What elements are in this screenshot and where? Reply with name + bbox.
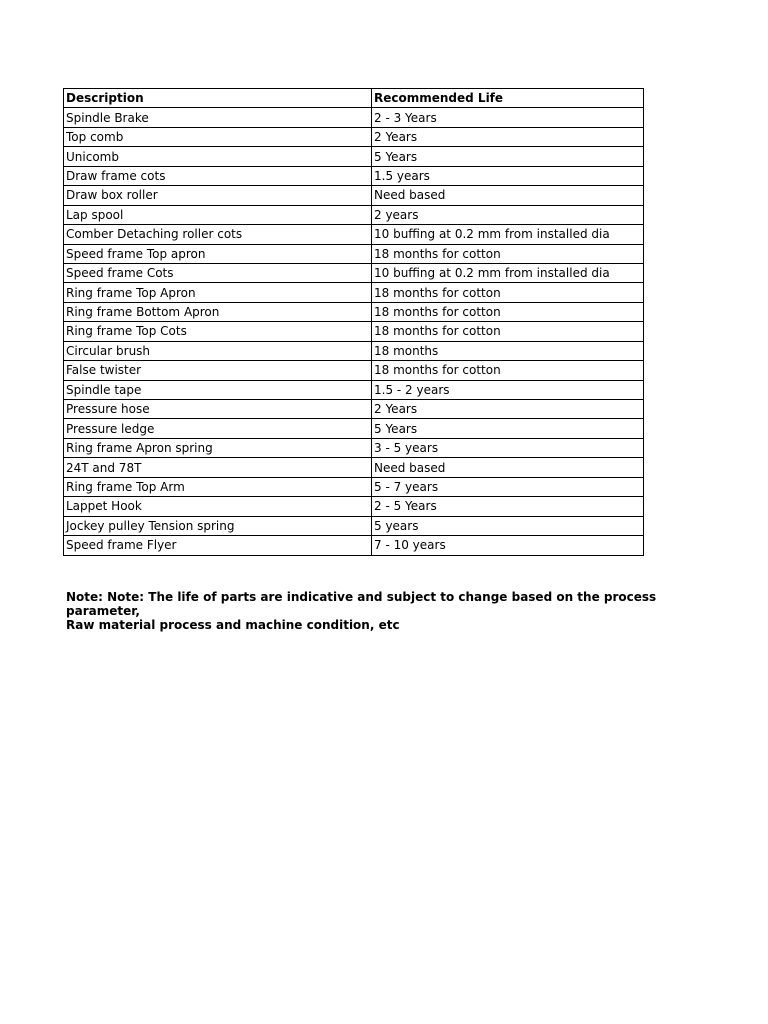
table-row	[64, 244, 644, 263]
life-cell: 2 years	[372, 205, 644, 224]
note-line-1: Note: Note: The life of parts are indicative and subject to change based on the process parameter,	[66, 590, 657, 618]
description-cell: Circular brush	[64, 341, 372, 360]
description-cell: Lap spool	[64, 205, 372, 224]
life-cell: 18 months for cotton	[372, 244, 644, 263]
table-header-row	[64, 89, 644, 108]
description-cell: Ring frame Top Arm	[64, 477, 372, 496]
table-row	[64, 516, 644, 535]
description-cell: Comber Detaching roller cots	[64, 225, 372, 244]
description-cell: Top comb	[64, 127, 372, 146]
life-cell: 5 years	[372, 516, 644, 535]
note-line-2: Raw material process and machine condition, etc	[66, 618, 400, 632]
life-cell: 18 months	[372, 341, 644, 360]
description-cell: Pressure hose	[64, 400, 372, 419]
table-row	[64, 127, 644, 146]
table-row	[64, 263, 644, 282]
table-row	[64, 302, 644, 321]
description-cell: Ring frame Top Cots	[64, 322, 372, 341]
table-row	[64, 419, 644, 438]
life-cell: 1.5 - 2 years	[372, 380, 644, 399]
life-cell: 18 months for cotton	[372, 322, 644, 341]
table-row	[64, 341, 644, 360]
table-row	[64, 108, 644, 127]
table-row	[64, 400, 644, 419]
description-cell: Ring frame Top Apron	[64, 283, 372, 302]
life-cell: 1.5 years	[372, 166, 644, 185]
table-row	[64, 458, 644, 477]
header-recommended-life: Recommended Life	[372, 89, 644, 108]
life-cell: Need based	[372, 458, 644, 477]
life-cell: 10 buffing at 0.2 mm from installed dia	[372, 225, 644, 244]
description-cell: Draw box roller	[64, 186, 372, 205]
table-row	[64, 322, 644, 341]
description-cell: Speed frame Top apron	[64, 244, 372, 263]
life-cell: 18 months for cotton	[372, 283, 644, 302]
description-cell: 24T and 78T	[64, 458, 372, 477]
life-cell: 5 Years	[372, 419, 644, 438]
description-cell: Spindle Brake	[64, 108, 372, 127]
description-cell: False twister	[64, 361, 372, 380]
description-cell: Ring frame Bottom Apron	[64, 302, 372, 321]
life-cell: 2 Years	[372, 400, 644, 419]
life-cell: 2 Years	[372, 127, 644, 146]
life-cell: 7 - 10 years	[372, 536, 644, 555]
header-description: Description	[64, 89, 372, 108]
life-cell: 18 months for cotton	[372, 302, 644, 321]
table-row	[64, 166, 644, 185]
note-paragraph	[66, 590, 706, 632]
table-row	[64, 438, 644, 457]
table-row	[64, 205, 644, 224]
life-cell: 2 - 3 Years	[372, 108, 644, 127]
table-row	[64, 225, 644, 244]
recommended-life-table	[63, 88, 644, 556]
table-row	[64, 147, 644, 166]
description-cell: Lappet Hook	[64, 497, 372, 516]
table-row	[64, 186, 644, 205]
description-cell: Ring frame Apron spring	[64, 438, 372, 457]
table-row	[64, 497, 644, 516]
table-row	[64, 380, 644, 399]
table-row	[64, 477, 644, 496]
description-cell: Speed frame Cots	[64, 263, 372, 282]
description-cell: Speed frame Flyer	[64, 536, 372, 555]
life-cell: 10 buffing at 0.2 mm from installed dia	[372, 263, 644, 282]
table-row	[64, 361, 644, 380]
life-cell: 2 - 5 Years	[372, 497, 644, 516]
life-cell: 5 Years	[372, 147, 644, 166]
life-cell: 3 - 5 years	[372, 438, 644, 457]
description-cell: Unicomb	[64, 147, 372, 166]
description-cell: Jockey pulley Tension spring	[64, 516, 372, 535]
life-cell: 5 - 7 years	[372, 477, 644, 496]
table-row	[64, 283, 644, 302]
description-cell: Draw frame cots	[64, 166, 372, 185]
table-row	[64, 536, 644, 555]
description-cell: Spindle tape	[64, 380, 372, 399]
life-cell: 18 months for cotton	[372, 361, 644, 380]
life-cell: Need based	[372, 186, 644, 205]
description-cell: Pressure ledge	[64, 419, 372, 438]
table-body	[64, 108, 644, 555]
